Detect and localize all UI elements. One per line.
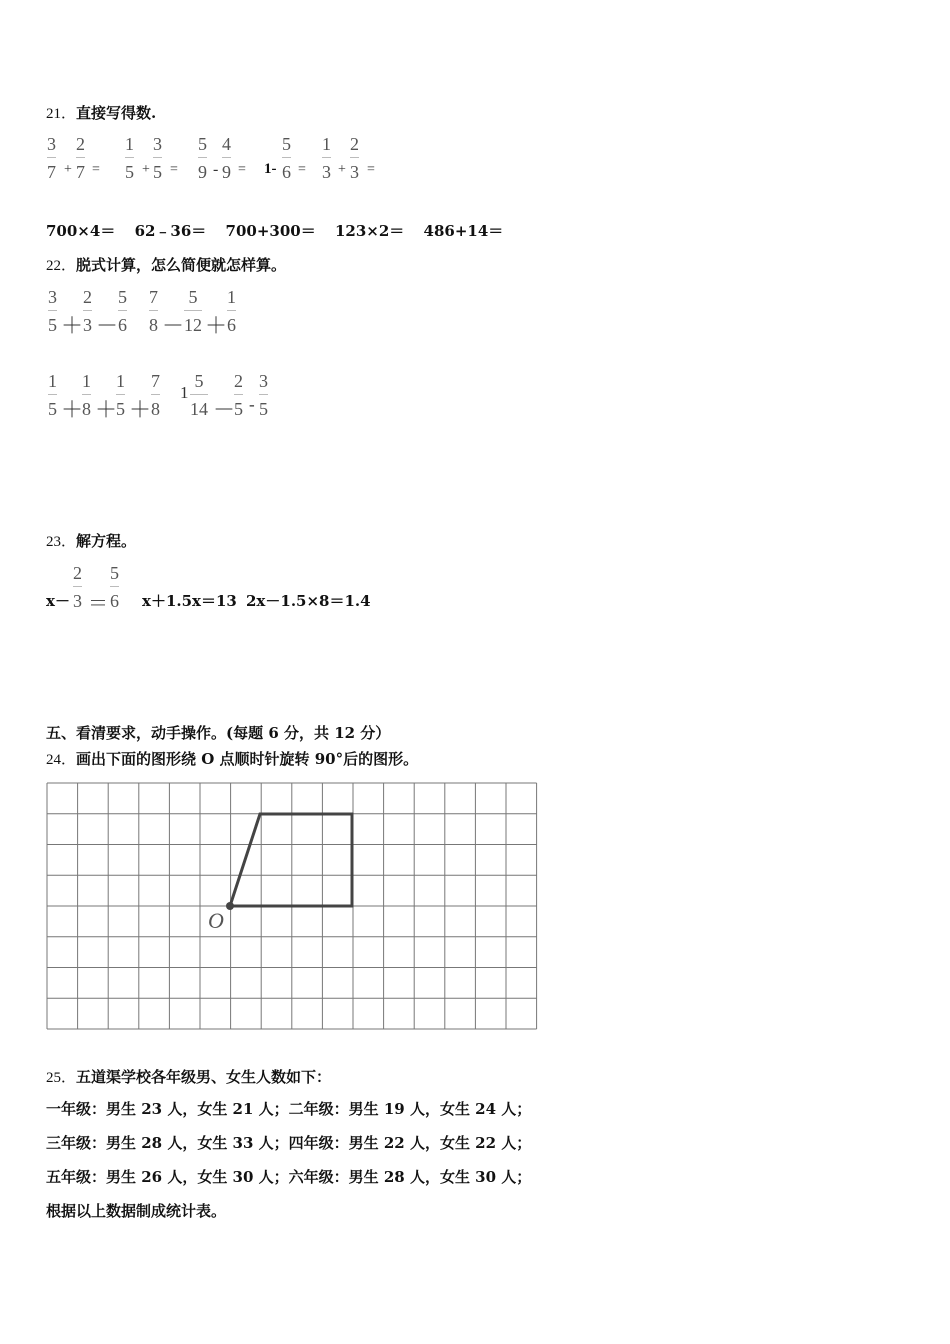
q25-line-4: 根据以上数据制成统计表。 [46,1202,227,1220]
fraction-7-8: 7 8 [151,371,160,419]
expr-700x4: 700×4＝ [46,222,116,240]
equals-op: = [92,162,100,177]
minus-op: - [213,161,219,178]
q22-heading [46,254,286,275]
q23-number: 23． [46,534,77,550]
fraction-1-3: 1 3 [322,134,331,182]
fraction-2-5: 2 5 [234,371,243,419]
plus-op: + [338,162,346,177]
expr-486-14: 486+14＝ [423,222,504,240]
minus-op: － [213,397,236,422]
expr-123x2: 123×2＝ [334,222,405,240]
equals-op: = [298,162,306,177]
fraction-2-3: 2 3 [83,287,92,335]
plus-op: ＋ [61,397,84,422]
plus-op: ＋ [129,397,152,422]
q24-title: 画出下面的图形绕 O 点顺时针旋转 90°后的图形。 [76,750,419,768]
q21-title: 直接写得数. [76,104,157,122]
mixed-whole-1: 1 [180,383,189,402]
point-o [226,902,234,910]
grid-figure [46,782,538,1032]
x-minus: x－ [46,592,70,610]
minus-op: － [162,313,185,338]
q21-integer-row [46,220,507,241]
fraction-3-5: 3 5 [48,287,57,335]
q25-line-1: 一年级：男生 23 人，女生 21 人；二年级：男生 19 人，女生 24 人； [46,1100,532,1118]
q23-title: 解方程。 [76,532,137,550]
q25-heading [46,1066,331,1087]
fraction-5-14: 5 14 [190,371,208,419]
equation-3: 2x－1.5×8＝1.4 [246,592,371,610]
fraction-1-5: 1 5 [125,134,134,182]
fraction-1-5: 1 5 [48,371,57,419]
equation-2: x＋1.5x＝13 [142,592,237,610]
plus-op: ＋ [205,313,228,338]
plus-op: ＋ [95,397,118,422]
fraction-5-12: 5 12 [184,287,202,335]
fraction-3-5: 3 5 [259,371,268,419]
q25-title: 五道渠学校各年级男、女生人数如下： [76,1068,332,1086]
fraction-5-6: 5 6 [282,134,291,182]
fraction-3-7: 3 7 [47,134,56,182]
equals-op: ＝ [88,593,108,615]
minus-op: - [249,395,255,414]
fraction-2-3: 2 3 [73,563,82,611]
fraction-2-3: 2 3 [350,134,359,182]
fraction-5-9: 5 9 [198,134,207,182]
expr-62-36: 62﹣36＝ [134,222,207,240]
expr-700-300: 700+300＝ [225,222,316,240]
equals-op: = [238,162,246,177]
q24-number: 24． [46,752,77,768]
q24-heading [46,748,418,769]
label-o: O [208,908,224,933]
fraction-7-8: 7 8 [149,287,158,335]
quadrilateral-shape [230,814,352,906]
q25-number: 25． [46,1070,77,1086]
plus-op: + [142,162,150,177]
fraction-1-6: 1 6 [227,287,236,335]
one-minus-op: 1- [264,161,277,177]
plus-op: + [64,162,72,177]
minus-op: － [96,313,119,338]
q22-title: 脱式计算，怎么简便就怎样算。 [76,256,287,274]
fraction-1-8: 1 8 [82,371,91,419]
q25-line-3: 五年级：男生 26 人，女生 30 人；六年级：男生 28 人，女生 30 人； [46,1168,532,1186]
fraction-2-7: 2 7 [76,134,85,182]
fraction-5-6: 5 6 [110,563,119,611]
fraction-4-9: 4 9 [222,134,231,182]
q21-number: 21． [46,106,77,122]
fraction-5-6: 5 6 [118,287,127,335]
q22-number: 22． [46,258,77,274]
fraction-3-5: 3 5 [153,134,162,182]
section-5-heading: 五、看清要求，动手操作。(每题 6 分，共 12 分） [46,724,391,742]
plus-op: ＋ [61,313,84,338]
q23-heading [46,530,136,551]
equals-op: = [170,162,178,177]
equals-op: = [367,162,375,177]
fraction-1-5: 1 5 [116,371,125,419]
q25-line-2: 三年级：男生 28 人，女生 33 人；四年级：男生 22 人，女生 22 人； [46,1134,532,1152]
q21-heading [46,102,156,123]
